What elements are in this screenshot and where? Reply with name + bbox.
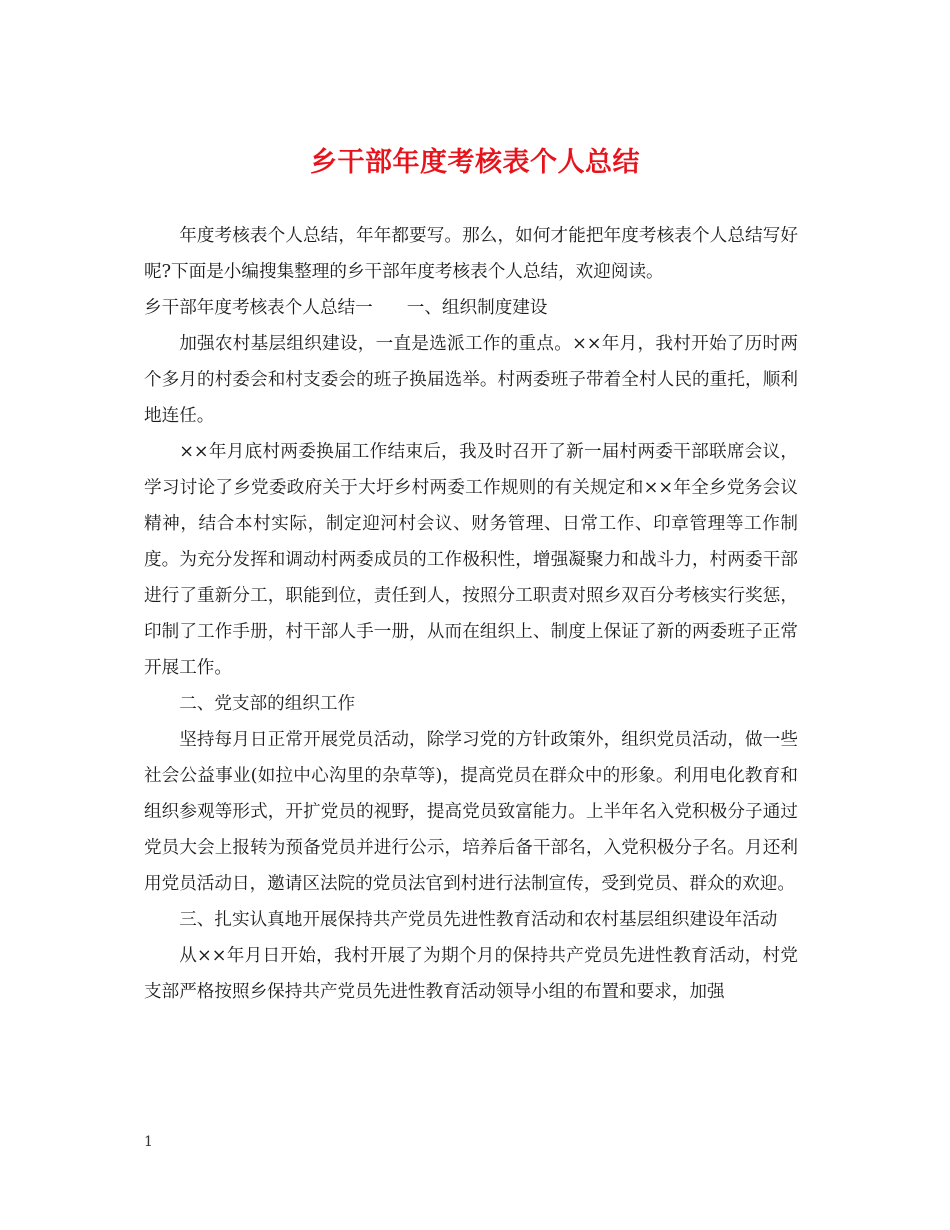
- section-three-heading: 三、扎实认真地开展保持共产党员先进性教育活动和农村基层组织建设年活动: [179, 910, 778, 930]
- intro-paragraph: 年度考核表个人总结，年年都要写。那么，如何才能把年度考核表个人总结写好呢?下面是小编搜集整理的乡干部年度考核表个人总结，欢迎阅读。: [144, 226, 798, 282]
- document-title: 乡干部年度考核表个人总结: [310, 147, 640, 178]
- section-two-heading: 二、党支部的组织工作: [179, 694, 356, 714]
- page-number: 1: [144, 1134, 153, 1150]
- paragraph-education-campaign: 从××年月日开始，我村开展了为期个月的保持共产党员先进性教育活动，村党支部严格按照乡保持共产党员先进性教育活动领导小组的布置和要求，加强: [144, 946, 798, 1002]
- summary-heading: 乡干部年度考核表个人总结一: [144, 298, 373, 318]
- document-body: [144, 218, 798, 1010]
- paragraph-meeting-rules: ××年月底村两委换届工作结束后，我及时召开了新一届村两委干部联席会议，学习讨论了乡党委政府关于大圩乡村两委工作规则的有关规定和××年全乡党务会议精神，结合本村实际，制定迎河村会议、财务管理、日常工作、印章管理等工作制度。为充分发挥和调动村两委成员的工作极积性，增强凝聚力和战斗力，村两委干部进行了重新分工，职能到位，责任到人，按照分工职责对照乡双百分考核实行奖惩，印制了工作手册，村干部人手一册，从而在组织上、制度上保证了新的两委班子正常开展工作。: [144, 442, 798, 678]
- paragraph-organization-intro: 加强农村基层组织建设，一直是选派工作的重点。××年月，我村开始了历时两个多月的村委会和村支委会的班子换届选举。村两委班子带着全村人民的重托，顺利地连任。: [144, 334, 798, 426]
- paragraph-party-activities: 坚持每月日正常开展党员活动，除学习党的方针政策外，组织党员活动，做一些社会公益事业(如拉中心沟里的杂草等)，提高党员在群众中的形象。利用电化教育和组织参观等形式，开扩党员的视野，提高党员致富能力。上半年名入党积极分子通过党员大会上报转为预备党员并进行公示，培养后备干部名，入党积极分子名。月还利用党员活动日，邀请区法院的党员法官到村进行法制宣传，受到党员、群众的欢迎。: [144, 730, 798, 894]
- section-heading-line: [144, 290, 798, 326]
- section-one-heading: 一、组织制度建设: [406, 298, 548, 318]
